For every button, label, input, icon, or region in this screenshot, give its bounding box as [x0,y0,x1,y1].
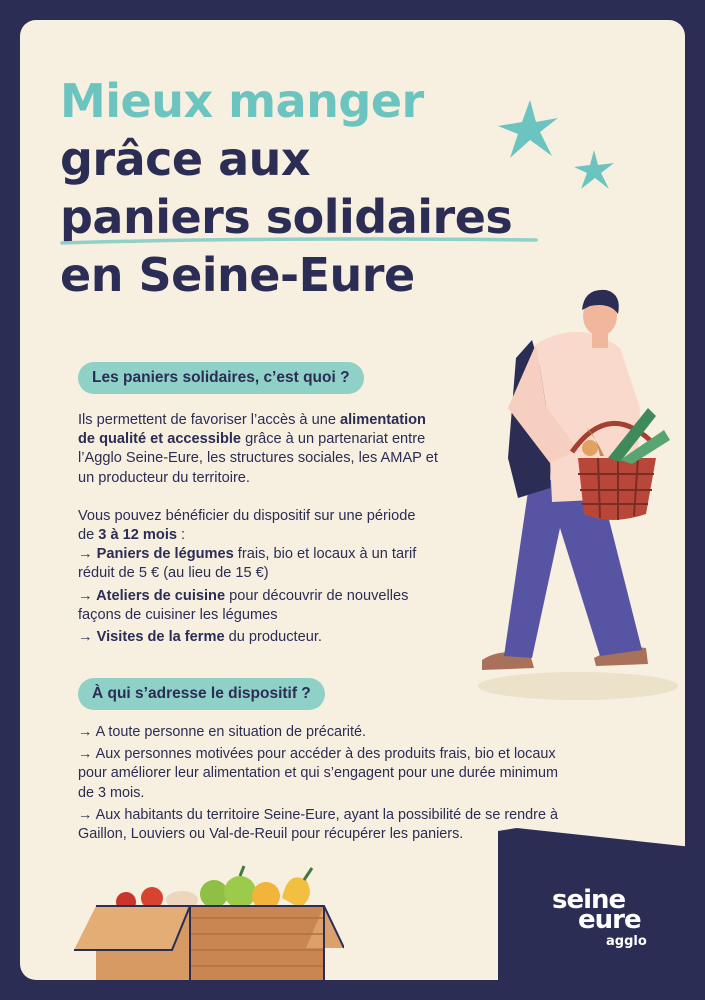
logo-text-seine: seine [552,885,626,915]
person-with-basket-illustration [460,288,680,708]
vegetable-box-illustration [74,858,344,980]
logo-text-eure: eure [578,905,641,935]
text-span: façons de cuisiner les légumes [78,606,278,623]
text-span: un producteur du territoire. [78,469,250,486]
text-span: grâce à un partenariat entre [241,431,426,448]
logo-text-agglo: agglo [606,934,647,949]
text-bold: de qualité et accessible [78,431,242,448]
title-line-2: grâce aux [60,132,311,186]
text-span: de 3 mois. [78,784,145,801]
title-line-4: en Seine-Eure [60,248,415,302]
text-bold: 3 à 12 mois [98,527,177,544]
arrow-icon: → [78,546,97,563]
poster-title [60,72,512,304]
text-bold: Paniers de légumes [96,546,234,563]
text-span: réduit de 5 € (au lieu de 15 €) [78,565,269,582]
title-line-1: Mieux manger [60,74,424,128]
text-span: : [177,527,186,544]
text-span: pour améliorer leur alimentation et qui s’engagent pour une durée minimum [78,765,558,782]
text-span: frais, bio et locaux à un tarif [233,546,417,563]
arrow-icon: → [78,587,97,604]
section1-paragraph-1 [78,411,508,488]
text-span: → A toute personne en situation de précarité. [78,724,367,740]
title-line-3: paniers solidaires [60,190,513,244]
bullet-item [78,628,508,647]
text-span: → Aux habitants du territoire Seine-Eure, ayant la possibilité de se rendre à [78,806,558,823]
list-item [78,723,658,742]
section-heading-what: Les paniers solidaires, c’est quoi ? [78,362,364,394]
section-heading-who: À qui s’adresse le dispositif ? [78,678,325,710]
text-span: Vous pouvez bénéficier du dispositif sur une période [78,507,416,524]
text-bold: alimentation [340,412,426,428]
text-span: Ils permettent de favoriser l’accès à une [78,412,341,428]
section2-body [78,723,658,844]
bullet-item [78,587,508,625]
title-underline [60,234,540,248]
text-bold: Ateliers de cuisine [96,587,226,604]
text-span: du producteur. [224,629,322,646]
text-span: l’Agglo Seine-Eure, les structures sociales, les AMAP et [78,450,438,467]
arrow-icon: → [78,629,97,646]
section1-paragraph-2 [78,507,508,545]
sparkle-small-icon [573,149,615,191]
section1-body [78,411,508,647]
sparkle-large-icon [496,98,560,162]
text-bold: Visites de la ferme [96,629,225,646]
list-item [78,745,658,803]
text-span: de [78,527,99,544]
text-span: pour découvrir de nouvelles [225,587,409,604]
text-span: Gaillon, Louviers ou Val-de-Reuil pour récupérer les paniers. [78,826,464,843]
text-span: → Aux personnes motivées pour accéder à des produits frais, bio et locaux [78,746,556,763]
bullet-item [78,545,508,583]
